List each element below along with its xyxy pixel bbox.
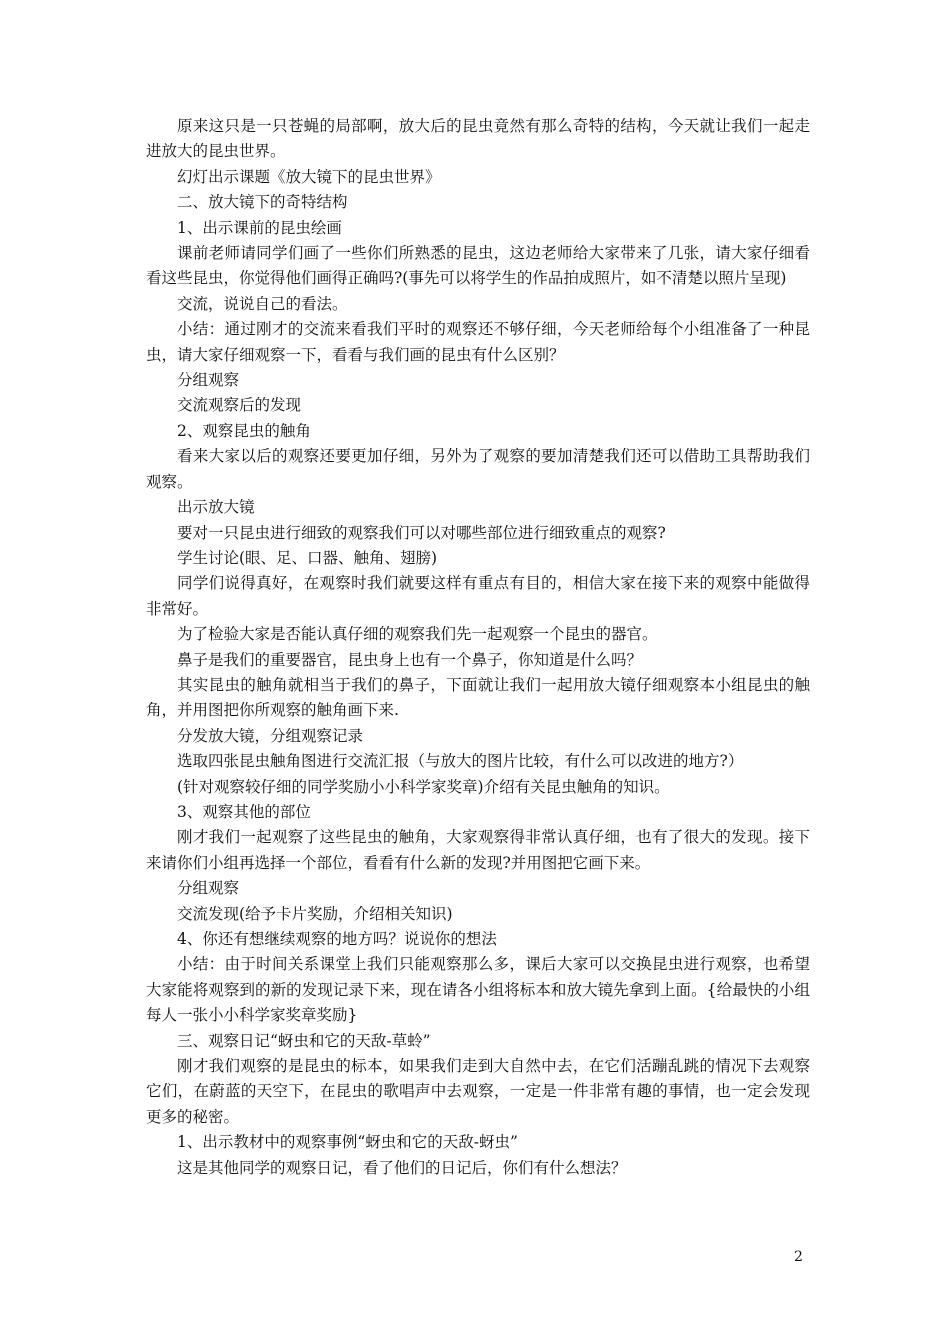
paragraph: 学生讨论(眼、足、口器、触角、翅膀) xyxy=(177,548,438,567)
paragraph: 看来大家以后的观察还要更加仔细，另外为了观察的要加清楚我们还可以借助工具帮助我们观察。 xyxy=(146,447,810,491)
paragraph: 这是其他同学的观察日记，看了他们的日记后，你们有什么想法？ xyxy=(177,1158,627,1177)
paragraph: 分发放大镜，分组观察记录 xyxy=(177,726,364,745)
paragraph: 要对一只昆虫进行细致的观察我们可以对哪些部位进行细致重点的观察? xyxy=(177,523,666,542)
paragraph: (针对观察较仔细的同学奖励小小科学家奖章)介绍有关昆虫触角的知识。 xyxy=(177,777,670,796)
paragraph: 分组观察 xyxy=(177,371,240,390)
step-heading: 3、观察其他的部位 xyxy=(177,802,311,821)
paragraph: 小结：由于时间关系课堂上我们只能观察那么多，课后大家可以交换昆虫进行观察，也希望大家能将观察到的新的发现记录下来，现在请各小组将标本和放大镜先拿到上面。{给最快的小组每人一张小小科学家奖章奖励} xyxy=(146,955,810,1025)
section-heading: 二、放大镜下的奇特结构 xyxy=(177,193,348,212)
paragraph: 小结：通过刚才的交流来看我们平时的观察还不够仔细，今天老师给每个小组准备了一种昆虫，请大家仔细观察一下，看看与我们画的昆虫有什么区别？ xyxy=(146,320,810,364)
paragraph: 刚才我们一起观察了这些昆虫的触角，大家观察得非常认真仔细，也有了很大的发现。接下来请你们小组再选择一个部位，看看有什么新的发现?并用图把它画下来。 xyxy=(146,828,810,872)
page-number: 2 xyxy=(794,1249,803,1265)
paragraph: 鼻子是我们的重要器官，昆虫身上也有一个鼻子，你知道是什么吗？ xyxy=(177,650,643,669)
paragraph: 交流发现(给予卡片奖励，介绍相关知识) xyxy=(177,904,453,923)
body-text xyxy=(146,114,810,1181)
step-heading: 4、你还有想继续观察的地方吗？说说你的想法 xyxy=(177,930,497,948)
step-heading: 2、观察昆虫的触角 xyxy=(177,421,311,440)
paragraph: 为了检验大家是否能认真仔细的观察我们先一起观察一个昆虫的器官。 xyxy=(177,625,658,644)
step-heading: 1、出示教材中的观察事例“蚜虫和它的天敌-蚜虫” xyxy=(177,1133,518,1152)
section-heading: 三、观察日记“蚜虫和它的天敌-草蛉” xyxy=(177,1031,431,1050)
step-heading: 1、出示课前的昆虫绘画 xyxy=(177,218,342,237)
paragraph: 课前老师请同学们画了一些你们所熟悉的昆虫，这边老师给大家带来了几张，请大家仔细看看这些昆虫，你觉得他们画得正确吗?(事先可以将学生的作品拍成照片，如不清楚以照片呈现) xyxy=(146,244,810,288)
paragraph: 同学们说得真好，在观察时我们就要这样有重点有目的，相信大家在接下来的观察中能做得非常好。 xyxy=(146,574,810,618)
paragraph: 幻灯出示课题《放大镜下的昆虫世界》 xyxy=(177,167,441,186)
paragraph: 分组观察 xyxy=(177,879,240,898)
paragraph: 选取四张昆虫触角图进行交流汇报（与放大的图片比较，有什么可以改进的地方?） xyxy=(177,752,744,771)
paragraph: 交流，说说自己的看法。 xyxy=(177,294,348,313)
paragraph: 交流观察后的发现 xyxy=(177,396,302,415)
paragraph: 刚才我们观察的是昆虫的标本，如果我们走到大自然中去，在它们活蹦乱跳的情况下去观察它们，在蔚蓝的天空下，在昆虫的歌唱声中去观察，一定是一件非常有趣的事情，也一定会发现更多的秘密。 xyxy=(146,1057,810,1126)
paragraph: 原来这只是一只苍蝇的局部啊，放大后的昆虫竟然有那么奇特的结构，今天就让我们一起走进放大的昆虫世界。 xyxy=(146,117,810,161)
paragraph: 其实昆虫的触角就相当于我们的鼻子，下面就让我们一起用放大镜仔细观察本小组昆虫的触角，并用图把你所观察的触角画下来. xyxy=(146,675,810,720)
paragraph: 出示放大镜 xyxy=(177,498,255,517)
